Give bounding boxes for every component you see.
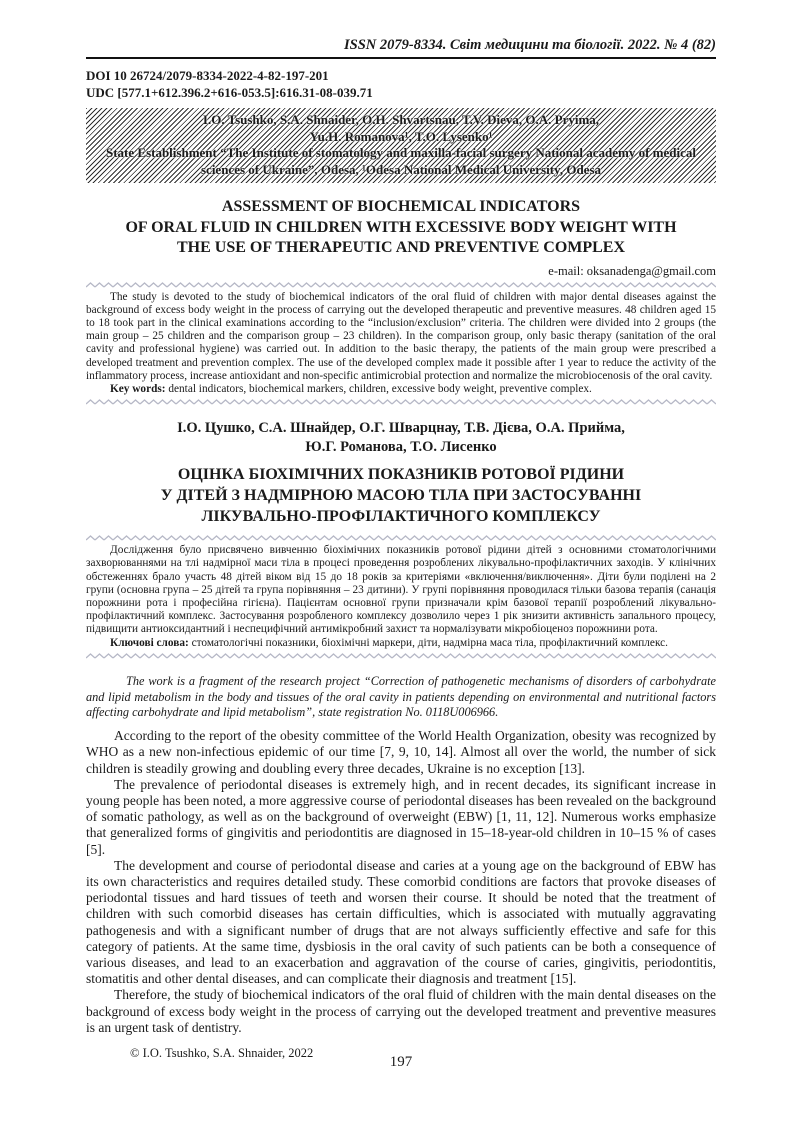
zigzag-divider [86, 535, 716, 541]
keywords-en-text: dental indicators, biochemical markers, children, excessive body weight, preventive complex. [168, 382, 592, 395]
keywords-ua-text: стоматологічні показники, біохімічні маркери, діти, надмірна маса тіла, профілактичний комплекс. [191, 636, 668, 649]
authors-ua-line2: Ю.Г. Романова, Т.О. Лисенко [305, 439, 497, 456]
body-paragraph: The development and course of periodontal disease and caries at a young age on the background of EBW has its own characteristics and requires detailed study. These comorbid conditions are factors that provoke diseases of periodontal tissues and hard tissues of teeth and worsen their course. It should be noted that the treatment of children with such comorbid diseases has certain difficulties, which is associated with mutually aggravating pathogenesis and with a significant number of drugs that are not always sufficiently effective and safe for this category of patients. At the same time, dysbiosis in the oral cavity of such patients can be both a consequence of various diseases, and lead to an exacerbation and aggravation of the course of caries, gingivitis, periodontitis, stomatitis and other dental diseases, and can complicate their diagnosis and treatment [15]. [86, 857, 716, 987]
zigzag-divider [86, 282, 716, 288]
header-rule [86, 57, 716, 59]
body-paragraph: According to the report of the obesity committee of the World Health Organization, obesity was recognized by WHO as a new non-infectious epidemic of our time [7, 9, 10, 14]. Almost all over the world, the number of sick children is steadily growing and doubling every three decades, Ukraine is no exception [13]. [86, 728, 716, 776]
body-paragraph: The prevalence of periodontal diseases is extremely high, and in recent decades, its significant increase in young people has been noted, a more aggressive course of periodontal diseases has been revealed on the background of somatic pathology, as well as on the background of overweight (EBW) [1, 11, 12]. Numerous works emphasize that generalized forms of gingivitis and periodontitis are diagnosed in 15–18-year-old children in 10–15 % of cases [5]. [86, 776, 716, 857]
authors-en-line2: Yu.H. Romanova¹, T.O. Lysenko¹ [309, 128, 493, 144]
title-ua-line3: ЛІКУВАЛЬНО-ПРОФІЛАКТИЧНОГО КОМПЛЕКСУ [201, 508, 601, 526]
copyright-note: © I.O. Tsushko, S.A. Shnaider, 2022 [130, 1046, 314, 1060]
zigzag-divider [86, 653, 716, 659]
title-en-line2: OF ORAL FLUID IN CHILDREN WITH EXCESSIVE BODY WEIGHT WITH [125, 218, 677, 236]
doi-line: DOI 10 26724/2079-8334-2022-4-82-197-201 [86, 68, 329, 83]
research-fragment-note: The work is a fragment of the research project “Correction of pathogenetic mechanisms of disorders of carbohydrate and lipid metabolism in the body and tissues of the oral cavity in patients depending on environmental and nutritional factors affecting carbohydrate and lipid metabolism”, state registration No. 0118U006966. [86, 673, 716, 720]
udc-line: UDC [577.1+612.396.2+616-053.5]:616.31-08-039.71 [86, 84, 373, 100]
article-body [86, 728, 716, 1036]
zigzag-divider [86, 399, 716, 405]
keywords-en [86, 383, 716, 396]
article-title-ua [86, 464, 716, 527]
keywords-en-label: Key words: [110, 382, 166, 395]
page-number: 197 [389, 1054, 413, 1070]
authors-block-en [86, 108, 716, 183]
authors-block-ua [86, 419, 716, 457]
abstract-en-text: The study is devoted to the study of biochemical indicators of the oral fluid of children with major dental diseases against the background of excess body weight in the process of carrying out the developed therapeutic and preventive measures. 48 children aged 15 to 18 took part in the clinical examinations according to the “inclusion/exclusion” criteria. The children were divided into 2 groups (the main group – 25 children and the comparison group – 23 children). In the comparison group, only basic therapy (sanitation of the oral cavity and professional hygiene) was carried out. In addition to the basic therapy, the patients of the main group were prescribed a developed treatment and prevention complex. The use of the developed complex made it possible after 1 year to reduce the activity of the inflammatory process, increase antioxidant and non-specific antimicrobial protection and normalize the microbiocenosis of the oral cavity. [86, 290, 716, 382]
title-en-line3: THE USE OF THERAPEUTIC AND PREVENTIVE COMPLEX [176, 239, 626, 256]
journal-header: ISSN 2079-8334. Світ медицини та біології. 2022. № 4 (82) [344, 37, 716, 53]
title-en-line1: ASSESSMENT OF BIOCHEMICAL INDICATORS [221, 198, 581, 215]
email-line: e-mail: oksanadenga@gmail.com [548, 263, 716, 278]
keywords-ua [86, 637, 716, 650]
abstract-ua [86, 544, 716, 650]
affiliation-en: State Establishment “The Institute of stomatology and maxilla-facial surgery National academy of medical sciences of Ukraine”, Odesa, ¹Odesa National Medical University, Odesa [105, 145, 697, 177]
title-ua-line2: У ДІТЕЙ З НАДМІРНОЮ МАСОЮ ТІЛА ПРИ ЗАСТОСУВАННІ [160, 487, 642, 505]
authors-ua-line1: І.О. Цушко, С.А. Шнайдер, О.Г. Шварцнау, Т.В. Дієва, О.А. Прийма, [177, 420, 625, 437]
abstract-en [86, 291, 716, 397]
abstract-ua-text: Дослідження було присвячено вивченню біохімічних показників ротової рідини дітей з основними стоматологічними захворюваннями на тлі надмірної маси тіла в процесі проведення розроблених лікувально-профілактичних заходів. У клінічних обстеженнях брало участь 48 дітей віком від 15 до 18 років за критеріями «включення/виключення». Діти були поділені на 2 групи (основна група – 25 дітей та група порівняння – 23 дитини). У групі порівняння проводилася тільки базова терапія (санація порожнини рота і професійна гігієна). Пацієнтам основної групи призначали крім базової терапії розроблений лікувально-профілактичний комплекс. Застосування розробленого комплексу дозволило через 1 рік знизити активність запального процесу, підвищити антиоксидантний і неспецифічний антимікробний захист та нормалізувати мікробіоценоз порожнини рота. [86, 544, 716, 636]
authors-en-line1: I.O. Tsushko, S.A. Shnaider, O.H. Shvartsnau, T.V. Dieva, O.A. Pryima, [202, 112, 600, 127]
body-paragraph: Therefore, the study of biochemical indicators of the oral fluid of children with the main dental diseases on the background of excess body weight in the process of carrying out the developed treatment and preventive measures is an urgent task of dentistry. [86, 987, 716, 1035]
article-title-en [86, 197, 716, 259]
title-ua-line1: ОЦІНКА БІОХІМІЧНИХ ПОКАЗНИКІВ РОТОВОЇ РІДИНИ [177, 466, 625, 484]
keywords-ua-label: Ключові слова: [110, 636, 189, 649]
page-footer [86, 1046, 716, 1086]
